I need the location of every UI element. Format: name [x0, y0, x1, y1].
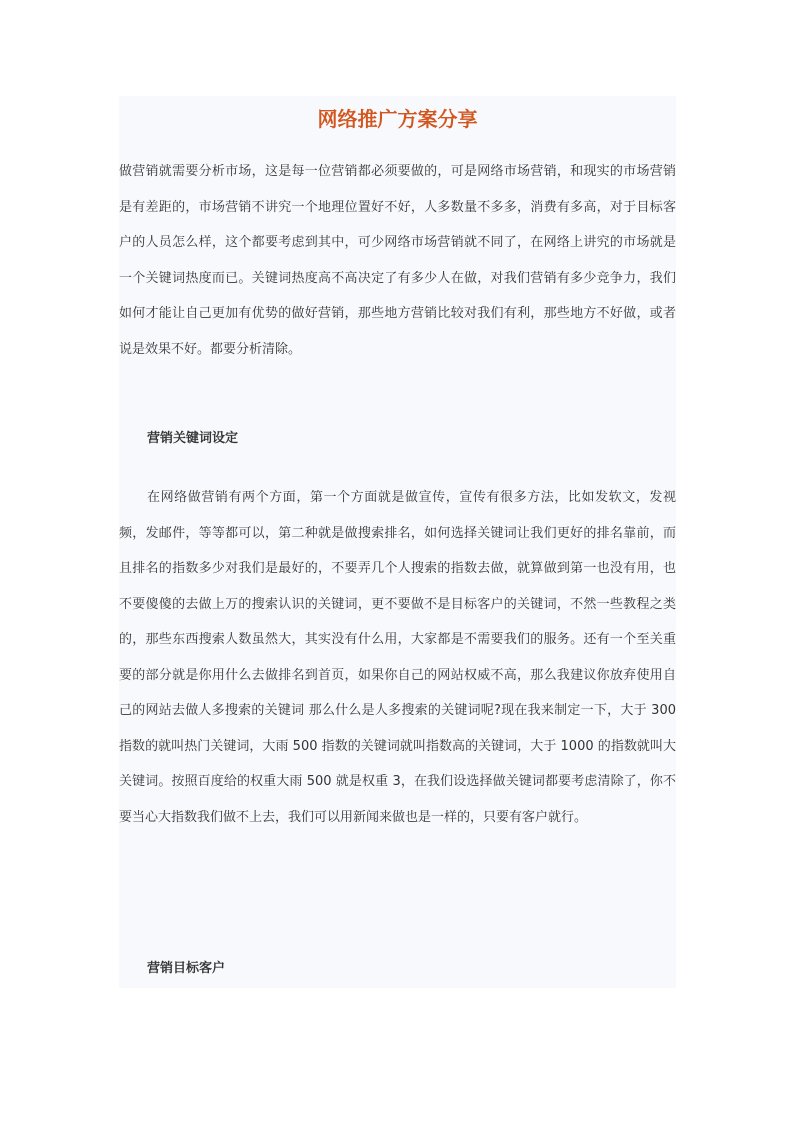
keywords-paragraph: 在网络做营销有两个方面，第一个方面就是做宣传，宣传有很多方法，比如发软文，发视频，发邮件，等等都可以，第二种就是做搜索排名，如何选择关键词让我们更好的排名靠前，而且排名的指数多少对我们是最好的，不要弄几个人搜索的指数去做，就算做到第一也没有用，也不要傻傻的去做上万的搜索认识的关键词，更不要做不是目标客户的关键词，不然一些教程之类的，那些东西搜索人数虽然大，其实没有什么用，大家都是不需要我们的服务。还有一个至关重要的部分就是你用什么去做排名到首页，如果你自己的网站权威不高，那么我建议你放弃使用自己的网站去做人多搜索的关键词 那么什么是人多搜索的关键词呢?现在我来制定一下，大于 300 指数的就叫热门关键词，大雨 500 指数的关键词就叫指数高的关键词，大于 1000 的指数就叫大关键词。按照百度给的权重大雨 500 就是权重 3，在我们设选择做关键词都要考虑清除了，你不要当心大指数我们做不上去，我们可以用新闻来做也是一样的，只要有客户就行。	[119, 490, 676, 825]
section-heading-target-customers: 营销目标客户	[147, 961, 226, 976]
document-title: 网络推广方案分享	[317, 107, 478, 131]
intro-paragraph: 做营销就需要分析市场，这是每一位营销都必须要做的，可是网络市场营销，和现实的市场营销是有差距的，市场营销不讲究一个地理位置好不好，人多数量不多多，消费有多高，对于目标客户的人员怎么样，这个都要考虑到其中，可少网络市场营销就不同了，在网络上讲究的市场就是一个关键词热度而已。关键词热度高不高决定了有多少人在做，对我们营销有多少竞争力，我们如何才能让自己更加有优势的做好营销，那些地方营销比较对我们有利，那些地方不好做，或者说是效果不好。都要分析清除。	[119, 164, 676, 357]
document-content-block	[119, 96, 676, 988]
section-heading-keywords: 营销关键词设定	[147, 431, 239, 446]
